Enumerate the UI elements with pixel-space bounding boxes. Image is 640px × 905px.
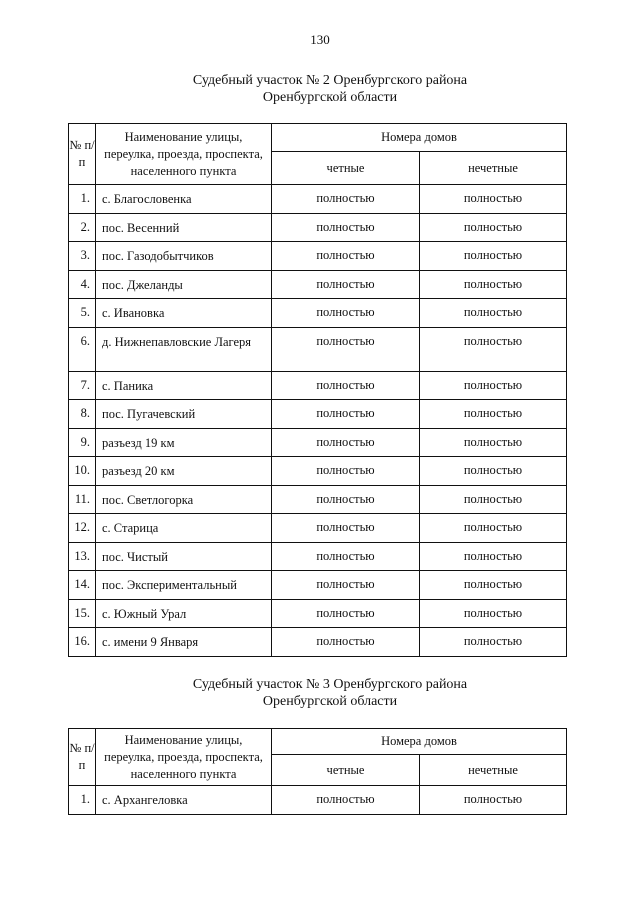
row-name: с. Старица: [96, 514, 272, 543]
row-name: с. Ивановка: [96, 299, 272, 328]
row-odd: полностью: [420, 185, 567, 214]
table-row: [69, 485, 567, 514]
row-name: пос. Светлогорка: [96, 485, 272, 514]
row-even: полностью: [272, 400, 420, 429]
row-number: 1.: [69, 185, 96, 214]
row-even: полностью: [272, 485, 420, 514]
row-number: 12.: [69, 514, 96, 543]
row-odd: полностью: [420, 242, 567, 271]
row-number: 2.: [69, 213, 96, 242]
row-name: пос. Экспериментальный: [96, 571, 272, 600]
table-row: [69, 514, 567, 543]
row-number: 3.: [69, 242, 96, 271]
row-number: 4.: [69, 270, 96, 299]
table-row: [69, 457, 567, 486]
row-number: 11.: [69, 485, 96, 514]
row-even: полностью: [272, 457, 420, 486]
row-even: полностью: [272, 270, 420, 299]
row-number: 5.: [69, 299, 96, 328]
section-title-line1: Судебный участок № 3 Оренбургского района: [192, 677, 468, 692]
table-row: [69, 299, 567, 328]
row-name: с. Южный Урал: [96, 599, 272, 628]
row-number: 7.: [69, 371, 96, 400]
row-even: полностью: [272, 242, 420, 271]
row-name: пос. Пугачевский: [96, 400, 272, 429]
registry-table: [68, 728, 567, 815]
header-house-numbers: Номера домов: [272, 124, 567, 152]
row-even: полностью: [272, 542, 420, 571]
table-row: [69, 400, 567, 429]
table-row: [69, 185, 567, 214]
header-num: № п/п: [69, 729, 96, 786]
row-name: с. имени 9 Января: [96, 628, 272, 657]
row-even: полностью: [272, 371, 420, 400]
row-odd: полностью: [420, 786, 567, 815]
row-odd: полностью: [420, 542, 567, 571]
header-odd: нечетные: [420, 152, 567, 185]
table-row: [69, 270, 567, 299]
header-even: четные: [272, 755, 420, 786]
row-number: 1.: [69, 786, 96, 815]
header-house-numbers: Номера домов: [272, 729, 567, 755]
header-num: № п/п: [69, 124, 96, 185]
registry-table: [68, 123, 567, 657]
row-even: полностью: [272, 628, 420, 657]
row-even: полностью: [272, 514, 420, 543]
table-row: [69, 542, 567, 571]
header-name: Наименование улицы, переулка, проезда, проспекта, населенного пункта: [96, 124, 272, 185]
row-odd: полностью: [420, 428, 567, 457]
row-number: 8.: [69, 400, 96, 429]
table-row: [69, 786, 567, 815]
row-odd: полностью: [420, 213, 567, 242]
table-row: [69, 571, 567, 600]
row-number: 13.: [69, 542, 96, 571]
row-number: 16.: [69, 628, 96, 657]
row-even: полностью: [272, 428, 420, 457]
header-odd: нечетные: [420, 755, 567, 786]
row-even: полностью: [272, 786, 420, 815]
table-row: [69, 213, 567, 242]
table-row: [69, 327, 567, 371]
row-name: с. Благословенка: [96, 185, 272, 214]
row-even: полностью: [272, 185, 420, 214]
row-name: с. Паника: [96, 371, 272, 400]
table-row: [69, 428, 567, 457]
row-number: 14.: [69, 571, 96, 600]
row-odd: полностью: [420, 457, 567, 486]
row-name: пос. Весенний: [96, 213, 272, 242]
table-row: [69, 599, 567, 628]
table-row: [69, 628, 567, 657]
row-odd: полностью: [420, 400, 567, 429]
row-number: 10.: [69, 457, 96, 486]
row-odd: полностью: [420, 371, 567, 400]
row-name: разъезд 20 км: [96, 457, 272, 486]
row-odd: полностью: [420, 299, 567, 328]
row-odd: полностью: [420, 270, 567, 299]
row-odd: полностью: [420, 599, 567, 628]
section-title-line2: Оренбургской области: [262, 694, 398, 709]
row-name: пос. Джеланды: [96, 270, 272, 299]
section-title: [0, 676, 640, 710]
row-odd: полностью: [420, 485, 567, 514]
row-even: полностью: [272, 213, 420, 242]
section-title-line1: Судебный участок № 2 Оренбургского района: [192, 73, 468, 88]
row-even: полностью: [272, 599, 420, 628]
header-name: Наименование улицы, переулка, проезда, проспекта, населенного пункта: [96, 729, 272, 786]
row-name: пос. Газодобытчиков: [96, 242, 272, 271]
row-even: полностью: [272, 327, 420, 371]
row-number: 6.: [69, 327, 96, 371]
row-name: разъезд 19 км: [96, 428, 272, 457]
table-row: [69, 371, 567, 400]
row-even: полностью: [272, 299, 420, 328]
row-number: 15.: [69, 599, 96, 628]
row-odd: полностью: [420, 571, 567, 600]
row-name: д. Нижнепавловские Лагеря: [96, 327, 272, 371]
row-name: пос. Чистый: [96, 542, 272, 571]
row-name: с. Архангеловка: [96, 786, 272, 815]
table-row: [69, 242, 567, 271]
page-number: 130: [310, 32, 330, 47]
row-number: 9.: [69, 428, 96, 457]
row-odd: полностью: [420, 514, 567, 543]
header-even: четные: [272, 152, 420, 185]
row-odd: полностью: [420, 628, 567, 657]
section-title: [0, 72, 640, 106]
row-even: полностью: [272, 571, 420, 600]
section-title-line2: Оренбургской области: [262, 90, 398, 105]
row-odd: полностью: [420, 327, 567, 371]
